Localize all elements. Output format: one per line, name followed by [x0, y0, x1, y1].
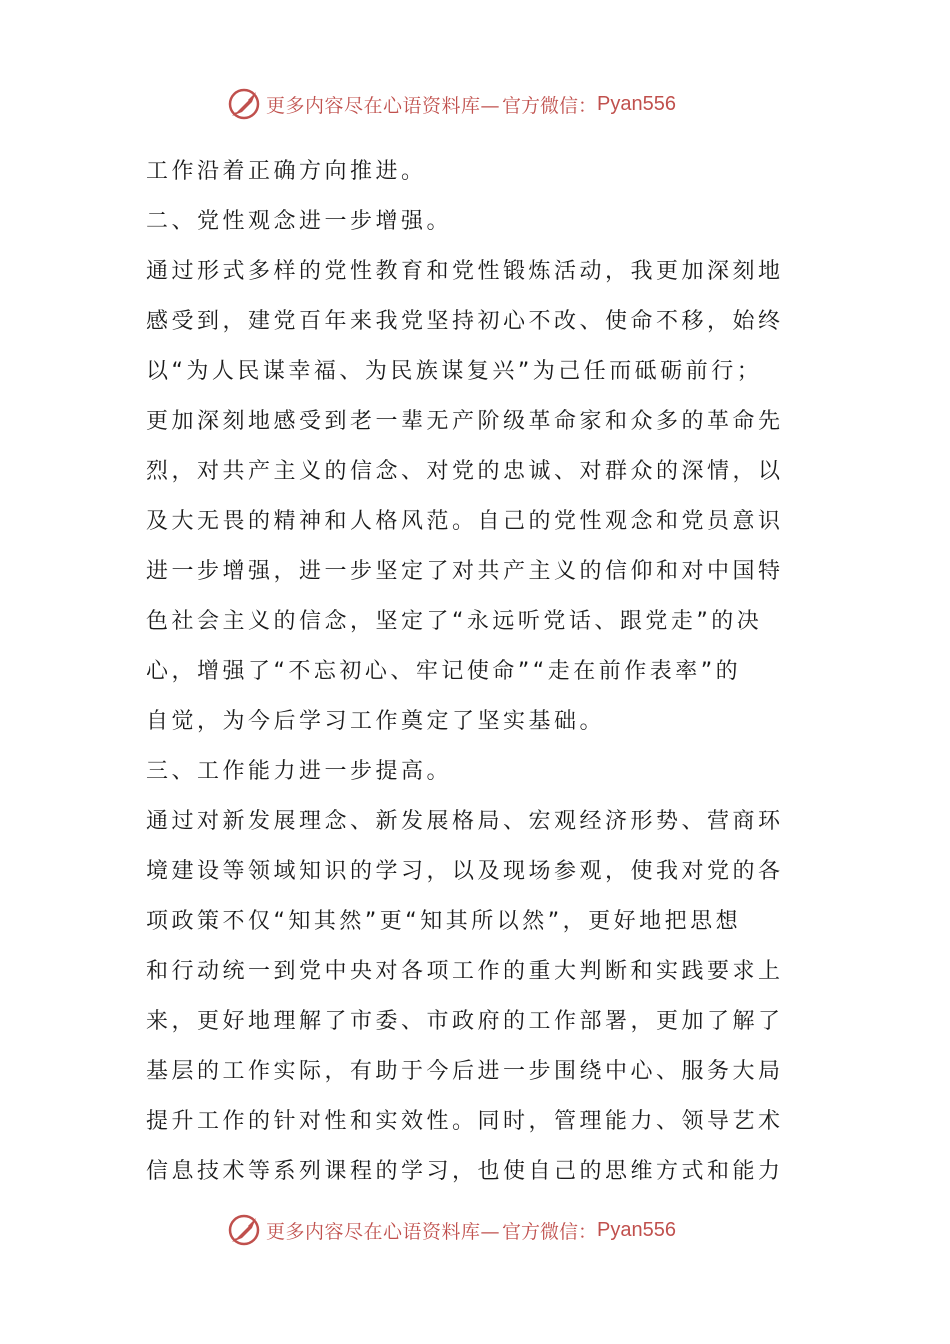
text-line: 基层的工作实际，有助于今后进一步围绕中心、服务大局 [146, 1059, 784, 1084]
text-line: 提升工作的针对性和实效性。同时，管理能力、领导艺术 [146, 1109, 784, 1134]
section-heading: 三、工作能力进一步提高。 [146, 759, 453, 784]
footer-text: 更多内容尽在心语资料库— [266, 1220, 501, 1243]
text-line: 色社会主义的信念，坚定了“永远听党话、跟党走”的决 [146, 609, 763, 634]
text-line: 心，增强了“不忘初心、牢记使命”“走在前作表率”的 [146, 659, 742, 684]
footer-watermark [226, 1208, 746, 1252]
header-watermark [226, 82, 746, 126]
text-line: 及大无畏的精神和人格风范。自己的党性观念和党员意识 [146, 509, 784, 534]
quill-logo-icon [226, 86, 262, 122]
document-body [146, 147, 806, 1197]
text-line: 自觉，为今后学习工作奠定了坚实基础。 [146, 709, 606, 734]
text-line: 信息技术等系列课程的学习，也使自己的思维方式和能力 [146, 1159, 784, 1184]
footer-wechat-id: Pyan556 [597, 1218, 676, 1241]
text-line: 更加深刻地感受到老一辈无产阶级革命家和众多的革命先 [146, 409, 784, 434]
text-line: 和行动统一到党中央对各项工作的重大判断和实践要求上 [146, 959, 784, 984]
header-wechat-id: Pyan556 [597, 92, 676, 115]
header-text: 更多内容尽在心语资料库— [266, 94, 501, 117]
text-line: 感受到，建党百年来我党坚持初心不改、使命不移，始终 [146, 309, 784, 334]
text-line: 工作沿着正确方向推进。 [146, 159, 427, 184]
text-line: 来，更好地理解了市委、市政府的工作部署，更加了解了 [146, 1009, 784, 1034]
header-wechat-label: 官方微信： [502, 94, 598, 117]
text-line: 通过对新发展理念、新发展格局、宏观经济形势、营商环 [146, 809, 784, 834]
text-line: 项政策不仅“知其然”更“知其所以然”，更好地把思想 [146, 909, 742, 934]
quill-logo-icon [226, 1212, 262, 1248]
text-line: 通过形式多样的党性教育和党性锻炼活动，我更加深刻地 [146, 259, 784, 284]
section-heading: 二、党性观念进一步增强。 [146, 209, 453, 234]
text-line: 境建设等领域知识的学习，以及现场参观，使我对党的各 [146, 859, 784, 884]
footer-wechat-label: 官方微信： [502, 1220, 598, 1243]
text-line: 进一步增强，进一步坚定了对共产主义的信仰和对中国特 [146, 559, 784, 584]
text-line: 以“为人民谋幸福、为民族谋复兴”为己任而砥砺前行； [146, 359, 763, 384]
text-line: 烈，对共产主义的信念、对党的忠诚、对群众的深情，以 [146, 459, 784, 484]
